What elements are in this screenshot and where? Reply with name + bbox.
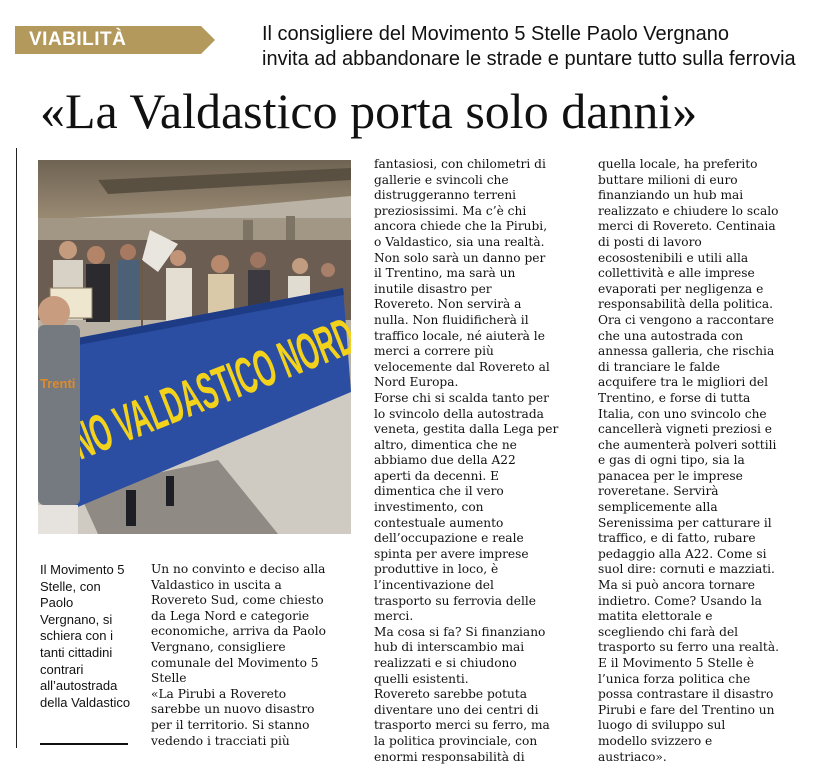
article-line: la politica provinciale, con <box>374 733 538 748</box>
article-line: che una autostrada con <box>598 328 744 343</box>
article-line: acquifere tra le migliori del <box>598 375 769 390</box>
article-line: Ma si può ancora tornare <box>598 578 755 593</box>
shirt-text: Trenti <box>40 376 76 391</box>
caption-rule <box>40 743 128 745</box>
article-line: lo svincolo della autostrada <box>374 406 544 421</box>
caption-line: Vergnano, si <box>40 611 113 627</box>
article-line: traffico, e di fatto, rubare <box>598 531 756 546</box>
article-column-1 <box>151 562 356 749</box>
caption-line: Stelle, con <box>40 578 101 594</box>
article-line: investimento, con <box>374 500 484 515</box>
article-line: di posti di lavoro <box>598 234 702 249</box>
article-line: annessa galleria, che rischia <box>598 344 775 359</box>
article-line: fantasiosi, con chilometri di <box>374 157 546 171</box>
article-line: Un no convinto e deciso alla <box>151 562 326 576</box>
article-line: traffico locale, né aiuterà le <box>374 328 545 343</box>
article-line: l’unica forza politica che <box>598 671 751 686</box>
article-line: vedendo i tracciati più <box>151 733 290 748</box>
article-photo <box>38 160 351 534</box>
article-line: E il Movimento 5 Stelle è <box>598 656 754 670</box>
article-line: Ora ci vengono a raccontare <box>598 312 774 327</box>
caption-line: contrari <box>40 661 84 677</box>
article-line: distruggeranno terreni <box>374 188 517 203</box>
caption-line: Il Movimento 5 <box>40 562 125 577</box>
caption-line: all’autostrada <box>40 678 118 694</box>
article-line: contestuale aumento <box>374 515 504 530</box>
article-line: dimentica che il vero <box>374 484 504 499</box>
article-line: suol dire: cornuti e mazziati. <box>598 562 775 577</box>
article-line: responsabilità della politica. <box>598 297 773 312</box>
article-line: Vergnano, consigliere <box>151 639 286 654</box>
article-line: Rovereto. Non servirà a <box>374 297 522 312</box>
article-line: Rovereto sarebbe potuta <box>374 687 528 702</box>
article-line: abbiamo due della A22 <box>374 453 516 468</box>
article-line: o Valdastico, sia una realtà. <box>374 234 545 249</box>
article-line: spinta per avere imprese <box>374 546 529 561</box>
article-line: comunale del Movimento 5 <box>151 655 319 670</box>
article-line: roveretane. Servirà <box>598 484 719 499</box>
article-line: ecosostenibili e utili alla <box>598 250 749 265</box>
article-line: Nord Europa. <box>374 375 459 390</box>
article-column-2 <box>374 157 584 765</box>
caption-line: schiera con i <box>40 628 113 644</box>
article-line: veneta, gestita dalla Lega per <box>374 422 559 437</box>
article-line: evaporati per negligenza e <box>598 281 764 296</box>
article-line: enormi responsabilità di <box>374 749 525 764</box>
article-line: «La Pirubi a Rovereto <box>151 686 287 701</box>
column-rule <box>16 148 17 748</box>
article-line: merci di Rovereto. Centinaia <box>598 219 776 234</box>
article-line: panacea per le imprese <box>598 468 743 483</box>
article-line: Non solo sarà un danno per <box>374 250 546 265</box>
article-line: Trentino, e forse di tutta <box>598 390 751 405</box>
article-line: preziosissimi. Ma c’è chi <box>374 203 527 218</box>
section-tag <box>15 26 215 54</box>
article-line: merci a correre più <box>374 344 494 359</box>
caption-line: Paolo <box>40 595 74 611</box>
caption-line: tanti cittadini <box>40 644 113 660</box>
article-line: dell’occupazione e reale <box>374 531 524 546</box>
article-line: economiche, arriva da Paolo <box>151 624 326 639</box>
article-line: Stelle <box>151 671 187 686</box>
article-line: trasporto merci su ferro, ma <box>374 718 550 733</box>
article-line: per il territorio. Si stanno <box>151 717 310 732</box>
article-line: Serenissima per catturare il <box>598 515 772 530</box>
article-line: luogo di sviluppo sul <box>598 718 726 733</box>
article-line: austriaco». <box>598 749 667 764</box>
caption-line: della Valdastico <box>40 694 131 710</box>
article-line: scegliendo chi farà del <box>598 624 739 639</box>
article-line: merci. <box>374 609 414 624</box>
article-line: e gas di ogni tipo, sia la <box>598 453 745 468</box>
article-line: produttive in loco, è <box>374 562 499 577</box>
article-line: trasporto su ferro una realtà. <box>598 640 779 655</box>
article-line: realizzati e si chiudono <box>374 656 517 670</box>
protest-photo-illustration <box>38 160 351 534</box>
article-line: buttare milioni di euro <box>598 172 738 187</box>
article-line: l’incentivazione del <box>374 578 494 593</box>
article-line: finanziando un hub mai <box>598 188 744 203</box>
article-line: possa contrastare il disastro <box>598 687 774 702</box>
article-line: Ma cosa si fa? Si finanziano <box>374 624 546 639</box>
article-line: Rovereto Sud, come chiesto <box>151 593 324 608</box>
article-line: aperti da decenni. E <box>374 468 500 483</box>
kicker <box>262 22 807 72</box>
article-line: quella locale, ha preferito <box>598 157 758 171</box>
article-line: inutile disastro per <box>374 281 492 296</box>
headline: «La Valdastico porta solo danni» <box>40 83 698 139</box>
article-line: gallerie e svincoli che <box>374 172 509 187</box>
article-line: matita elettorale e <box>598 609 713 624</box>
article-line: da Lega Nord e categorie <box>151 608 310 623</box>
article-line: Pirubi e fare del Trentino un <box>598 702 775 717</box>
article-line: collettività e alle imprese <box>598 266 755 281</box>
article-line: Valdastico in uscita a <box>151 577 282 592</box>
article-line: Italia, con uno svincolo che <box>598 406 767 421</box>
article-column-3 <box>598 157 810 765</box>
article-line: nulla. Non fluidificherà il <box>374 312 529 327</box>
kicker-line: Il consigliere del Movimento 5 Stelle Paolo Vergnano <box>262 23 729 45</box>
article-line: realizzato e chiudere lo scalo <box>598 203 779 218</box>
article-line: velocemente dal Rovereto al <box>374 359 550 374</box>
article-line: che aumenterà polveri sottili <box>598 437 777 452</box>
article-line: semplicemente alla <box>598 500 718 515</box>
photo-caption <box>40 562 136 711</box>
article-line: di tranciare le falde <box>598 359 720 374</box>
section-label: VIABILITÀ <box>29 29 127 50</box>
article-line: modello svizzero e <box>598 733 713 748</box>
article-line: il Trentino, ma sarà un <box>374 266 516 281</box>
article-line: indietro. Come? Usando la <box>598 593 762 608</box>
article-line: quelli esistenti. <box>374 671 469 686</box>
article-line: pedaggio alla A22. Come si <box>598 546 767 561</box>
kicker-line: invita ad abbandonare le strade e puntare tutto sulla ferrovia <box>262 48 796 70</box>
article-line: hub di interscambio mai <box>374 640 525 655</box>
article-line: altro, dimentica che ne <box>374 437 517 452</box>
article-line: Forse chi si scalda tanto per <box>374 390 549 405</box>
article-line: trasporto su ferrovia delle <box>374 593 536 608</box>
article-line: ancora chiede che la Pirubi, <box>374 219 548 234</box>
article-line: sarebbe un nuovo disastro <box>151 702 315 717</box>
article-line: diventare uno dei centri di <box>374 702 539 717</box>
article-line: cancellerà vigneti preziosi e <box>598 422 773 437</box>
